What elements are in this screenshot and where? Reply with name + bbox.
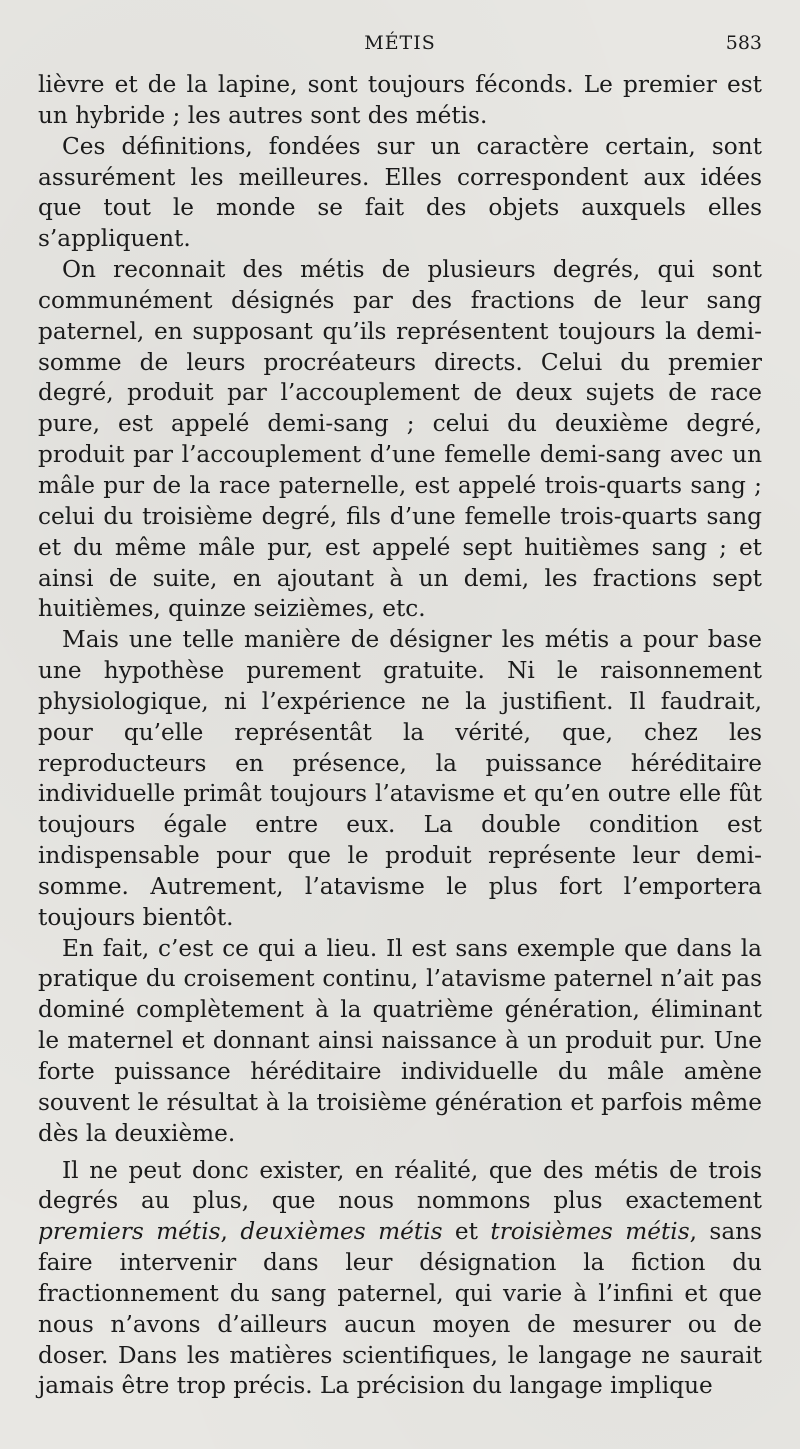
paragraph-5: En fait, c’est ce qui a lieu. Il est sans exemple que dans la pratique du croisement continu, l’atavisme paternel n’ait pas dominé complètement à la quatrième génération, éliminant le maternel et donnant ainsi naissance à un produit pur. Une forte puissance héréditaire individuelle du mâle amène souvent le résultat à la troisième génération et parfois même dès la deuxième. [38, 934, 762, 1147]
running-title: MÉTIS [364, 32, 436, 54]
paragraph-6-text-mid-2: et [442, 1218, 491, 1246]
paragraph-6 [38, 1156, 762, 1403]
paragraph-4: Mais une telle manière de désigner les métis a pour base une hypothèse purement gratuite. Ni le raisonnement physiologique, ni l’expérience ne la justifient. Il faudrait, pour qu’elle représentât la vérité, que, chez les reproducteurs en présence, la puissance héréditaire individuelle primât toujours l’atavisme et qu’en outre elle fût toujours égale entre eux. La double condition est indispensable pour que le produit représente leur demi-somme. Autrement, l’atavisme le plus fort l’emportera toujours bientôt. [38, 626, 762, 931]
italic-premiers-metis: premiers métis [38, 1218, 221, 1246]
paragraph-3: On reconnait des métis de plusieurs degrés, qui sont communément désignés par des fractions de leur sang paternel, en supposant qu’ils représentent toujours la demi-somme de leurs procréateurs directs. Celui du premier degré, produit par l’accouplement de deux sujets de race pure, est appelé demi-sang ; celui du deuxième degré, produit par l’accouplement d’une femelle demi-sang avec un mâle pur de la race paternelle, est appelé trois-quarts sang ; celui du troisième degré, fils d’une femelle trois-quarts sang et du même mâle pur, est appelé sept huitièmes sang ; et ainsi de suite, en ajoutant à un demi, les fractions sept huitièmes, quinze seizièmes, etc. [38, 256, 762, 623]
paragraph-6-text-before: Il ne peut donc exister, en réalité, que des métis de trois degrés au plus, que nous nommons plus exactement [38, 1156, 762, 1215]
body-text [38, 70, 762, 1402]
running-head [38, 30, 762, 70]
paragraph-6-text-after: , sans faire intervenir dans leur désignation la fiction du fractionnement du sang paternel, qui varie à l’infini et que nous n’avons d’ailleurs aucun moyen de mesurer ou de doser. Dans les matières scientifiques, le langage ne saurait jamais être trop précis. La précision du langage implique [38, 1218, 762, 1400]
italic-deuxiemes-metis: deuxièmes métis [240, 1218, 443, 1246]
paragraph-1: lièvre et de la lapine, sont toujours féconds. Le premier est un hybride ; les autres sont des métis. [38, 71, 762, 129]
paragraph-6-text-mid-1: , [220, 1218, 241, 1246]
page-number: 583 [725, 32, 762, 54]
paragraph-2: Ces définitions, fondées sur un caractère certain, sont assurément les meilleures. Elles correspondent aux idées que tout le monde se fait des objets auxquels elles s’appliquent. [38, 132, 762, 253]
italic-troisiemes-metis: troisièmes métis [490, 1218, 690, 1246]
